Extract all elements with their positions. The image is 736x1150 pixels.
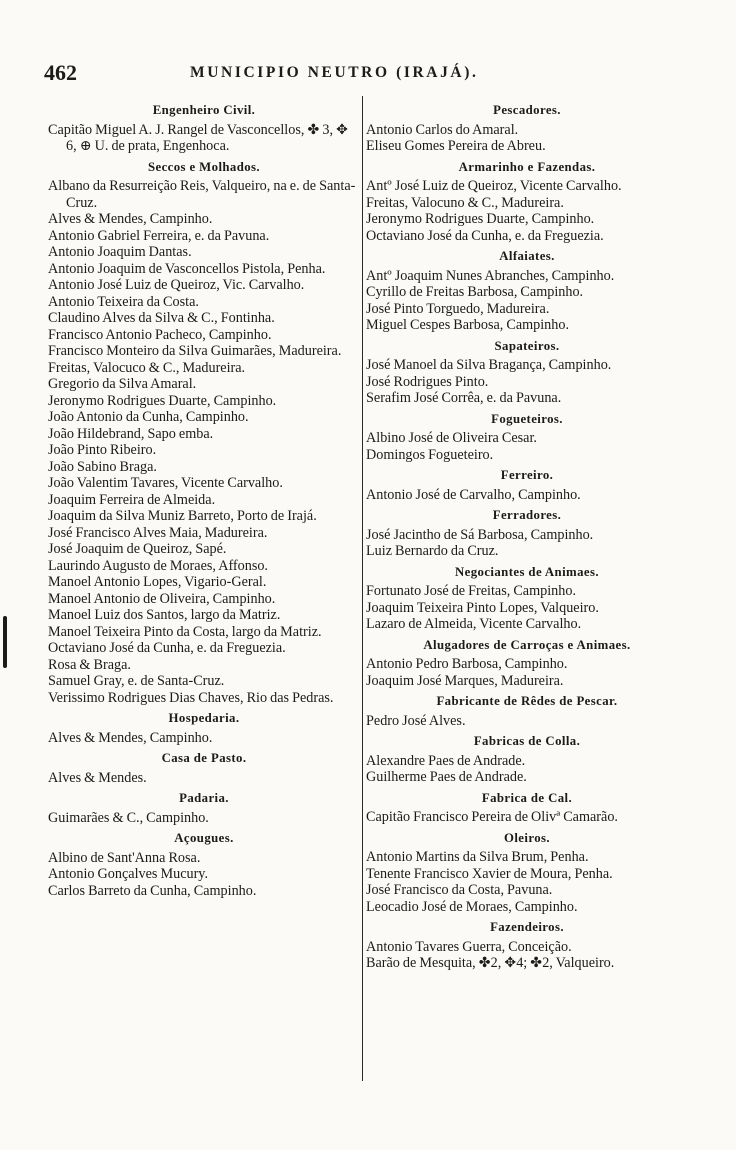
list-entry: José Francisco Alves Maia, Madureira.	[48, 524, 268, 541]
section-heading: Ferreiro.	[500, 468, 554, 482]
list-entry: Albino de Sant'Anna Rosa.	[48, 849, 201, 866]
list-entry: Antonio Tavares Guerra, Conceição.	[366, 938, 572, 955]
list-entry: Antonio José Luiz de Queiroz, Vic. Carvalho.	[48, 277, 305, 293]
list-entry: Laurindo Augusto de Moraes, Affonso.	[48, 557, 268, 574]
section-heading: Fabricante de Rêdes de Pescar.	[436, 694, 618, 708]
list-entry: Manoel Teixeira Pinto da Costa, largo da Matriz.	[48, 623, 322, 640]
section-heading: Alfaiates.	[499, 249, 555, 263]
list-entry: João Hildebrand, Sapo emba.	[48, 425, 214, 442]
list-entry: Guimarães & C., Campinho.	[48, 809, 209, 826]
list-entry: Manoel Luiz dos Santos, largo da Matriz.	[48, 607, 281, 623]
list-entry: Manoel Antonio de Oliveira, Campinho.	[48, 590, 276, 607]
list-entry: Joaquim Ferreira de Almeida.	[48, 491, 216, 508]
list-entry: Antonio Pedro Barbosa, Campinho.	[366, 656, 568, 672]
list-entry: Joaquim Teixeira Pinto Lopes, Valqueiro.	[366, 599, 599, 616]
list-entry: Antº Joaquim Nunes Abranches, Campinho.	[366, 267, 615, 284]
list-entry: Octaviano José da Cunha, e. da Freguezia.	[48, 640, 286, 656]
list-entry: José Francisco da Costa, Pavuna.	[366, 882, 553, 898]
list-entry: Albano da Resurreição Reis, Valqueiro, na e. de Santa-Cruz.	[48, 178, 356, 211]
list-entry: Alves & Mendes, Campinho.	[48, 211, 213, 227]
section-heading: Fabrica de Cal.	[481, 790, 573, 805]
section-heading: Engenheiro Civil.	[152, 103, 256, 117]
section-heading: Pescadores.	[493, 103, 561, 117]
list-entry: Serafim José Corrêa, e. da Pavuna.	[366, 390, 562, 406]
list-entry: Francisco Antonio Pacheco, Campinho.	[48, 326, 272, 343]
list-entry: Domingos Fogueteiro.	[366, 446, 494, 463]
list-entry: Leocadio José de Moraes, Campinho.	[366, 898, 578, 915]
section-heading: Fogueteiros.	[491, 411, 563, 426]
list-entry: Antonio Gabriel Ferreira, e. da Pavuna.	[48, 227, 270, 244]
list-entry: João Sabino Braga.	[48, 458, 157, 475]
list-entry: Rosa & Braga.	[48, 656, 131, 673]
column-divider	[362, 96, 363, 1081]
section-heading: Armarinho e Fazendas.	[458, 159, 596, 174]
list-entry: João Valentim Tavares, Vicente Carvalho.	[48, 475, 283, 491]
list-entry: Antonio Martins da Silva Brum, Penha.	[366, 849, 589, 865]
list-entry: José Jacintho de Sá Barbosa, Campinho.	[366, 526, 594, 543]
list-entry: José Manoel da Silva Bragança, Campinho.	[366, 357, 612, 373]
list-entry: Eliseu Gomes Pereira de Abreu.	[366, 138, 546, 154]
list-entry: Tenente Francisco Xavier de Moura, Penha.	[366, 865, 613, 882]
list-entry: Jeronymo Rodrigues Duarte, Campinho.	[366, 211, 595, 227]
section-heading: Seccos e Molhados.	[147, 159, 261, 174]
right-column	[366, 98, 688, 972]
list-entry: Antonio Teixeira da Costa.	[48, 293, 199, 310]
left-column	[48, 98, 360, 899]
list-entry: José Joaquim de Queiroz, Sapé.	[48, 541, 227, 557]
list-entry: Albino José de Oliveira Cesar.	[366, 430, 537, 446]
section-heading: Padaria.	[179, 791, 229, 805]
list-entry: Antonio Joaquim de Vasconcellos Pistola, Penha.	[48, 260, 326, 277]
section-heading: Sapateiros.	[494, 338, 560, 353]
list-entry: Joaquim José Marques, Madureira.	[366, 672, 564, 689]
list-entry: Francisco Monteiro da Silva Guimarães, Madureira.	[48, 343, 342, 359]
list-entry: Cyrillo de Freitas Barbosa, Campinho.	[366, 284, 584, 300]
list-entry: João Antonio da Cunha, Campinho.	[48, 409, 249, 425]
section-heading: Alugadores de Carroças e Animaes.	[423, 637, 631, 652]
list-entry: José Rodrigues Pinto.	[366, 373, 489, 390]
list-entry: Gregorio da Silva Amaral.	[48, 376, 197, 392]
list-entry: Jeronymo Rodrigues Duarte, Campinho.	[48, 392, 277, 409]
list-entry: João Pinto Ribeiro.	[48, 442, 157, 458]
list-entry: Antonio Carlos do Amaral.	[366, 121, 519, 138]
page-number: 462	[44, 60, 77, 85]
list-entry: Pedro José Alves.	[366, 712, 466, 729]
list-entry: Verissimo Rodrigues Dias Chaves, Rio das Pedras.	[48, 689, 334, 706]
list-entry: Lazaro de Almeida, Vicente Carvalho.	[366, 616, 582, 632]
section-heading: Casa de Pasto.	[161, 751, 247, 765]
list-entry: Alves & Mendes.	[48, 769, 147, 786]
list-entry: Alves & Mendes, Campinho.	[48, 729, 213, 746]
list-entry: Samuel Gray, e. de Santa-Cruz.	[48, 673, 225, 689]
list-entry: Joaquim da Silva Muniz Barreto, Porto de Irajá.	[48, 508, 317, 524]
list-entry: José Pinto Torguedo, Madureira.	[366, 300, 550, 317]
list-entry: Manoel Antonio Lopes, Vigario-Geral.	[48, 574, 267, 590]
section-heading: Ferradores.	[492, 508, 562, 522]
list-entry: Freitas, Valocuco & C., Madureira.	[48, 359, 246, 376]
running-title: MUNICIPIO NEUTRO (IRAJÁ).	[190, 64, 479, 81]
section-heading: Fabricas de Colla.	[473, 734, 581, 748]
list-entry: Antonio Gonçalves Mucury.	[48, 866, 209, 882]
list-entry: Miguel Cespes Barbosa, Campinho.	[366, 317, 570, 333]
section-heading: Fazendeiros.	[490, 920, 564, 934]
list-entry: Guilherme Paes de Andrade.	[366, 769, 527, 785]
list-entry: Claudino Alves da Silva & C., Fontinha.	[48, 310, 275, 326]
list-entry: Freitas, Valocuno & C., Madureira.	[366, 194, 564, 211]
list-entry: Antº José Luiz de Queiroz, Vicente Carvalho.	[366, 178, 622, 194]
list-entry: Alexandre Paes de Andrade.	[366, 752, 526, 769]
list-entry: Antonio José de Carvalho, Campinho.	[366, 486, 581, 503]
list-entry: Luiz Bernardo da Cruz.	[366, 543, 499, 559]
list-entry: Fortunato José de Freitas, Campinho.	[366, 583, 577, 599]
margin-bracket-mark	[3, 616, 7, 668]
list-entry: Octaviano José da Cunha, e. da Freguezia.	[366, 227, 604, 244]
list-entry: Antonio Joaquim Dantas.	[48, 244, 192, 260]
section-heading: Oleiros.	[504, 830, 550, 845]
list-entry: Barão de Mesquita, ✤2, ✥4; ✤2, Valqueiro.	[366, 955, 615, 971]
section-heading: Açougues.	[174, 831, 234, 845]
section-heading: Negociantes de Animaes.	[455, 564, 599, 579]
list-entry: Capitão Miguel A. J. Rangel de Vasconcellos, ✤ 3, ✥ 6, ⊕ U. de prata, Engenhoca.	[48, 121, 348, 154]
list-entry: Carlos Barreto da Cunha, Campinho.	[48, 882, 257, 899]
section-heading: Hospedaria.	[168, 711, 240, 725]
list-entry: Capitão Francisco Pereira de Olivª Camarão.	[366, 809, 618, 825]
